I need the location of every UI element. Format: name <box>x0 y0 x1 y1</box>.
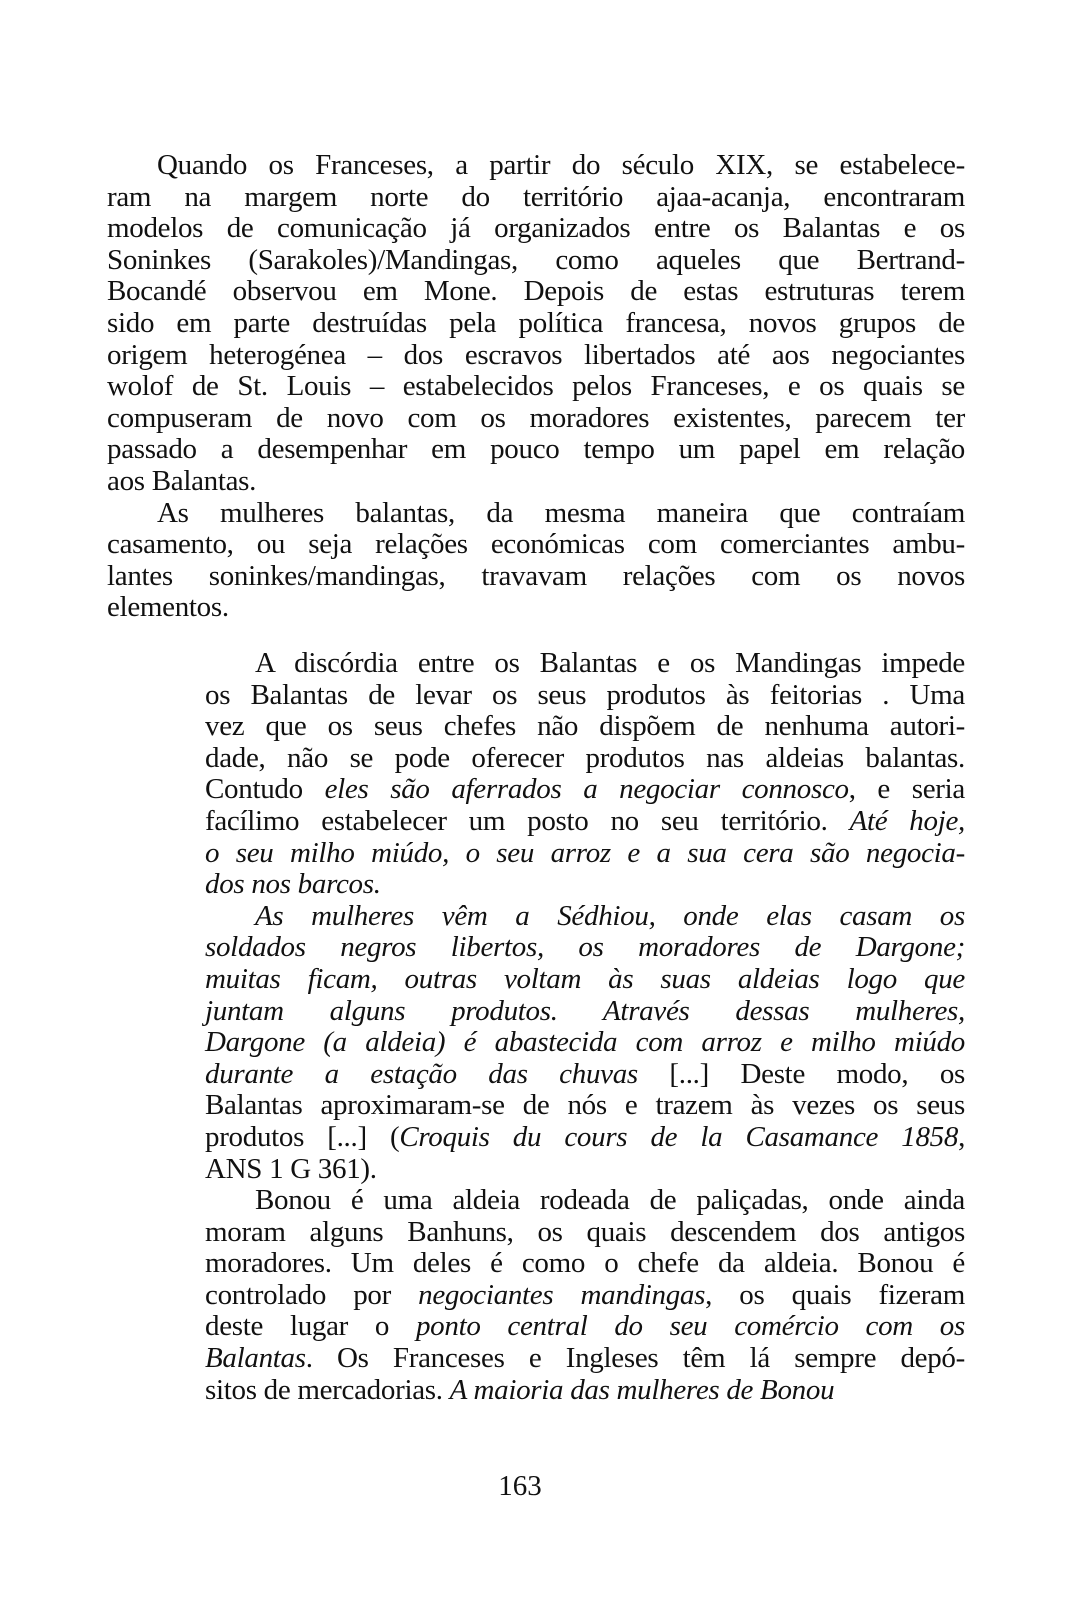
italic-run: muitas ficam, outras voltam às suas aldeias logo que <box>205 962 965 995</box>
paragraph <box>107 150 965 498</box>
text-run: passado a desempenhar em pouco tempo um papel em relação <box>107 433 965 466</box>
text-run: [...] Deste modo, os <box>637 1057 966 1090</box>
text-line <box>107 213 965 245</box>
italic-run: ponto central do seu comércio com os <box>415 1310 965 1343</box>
italic-run: Até hoje, <box>849 804 965 837</box>
text-line <box>107 529 965 561</box>
text-line <box>205 1311 965 1343</box>
italic-run: A maioria das mulheres de Bonou <box>449 1373 835 1406</box>
text-line <box>107 592 965 624</box>
text-line <box>205 1343 965 1375</box>
text-run: origem heterogénea – dos escravos libertados até aos negociantes <box>107 338 965 371</box>
text-run: , <box>958 1120 966 1153</box>
text-run: vez que os seus chefes não dispõem de nenhuma autori- <box>205 710 965 743</box>
text-run: Soninkes (Sarakoles)/Mandingas, como aqueles que Bertrand- <box>107 243 965 276</box>
text-line <box>205 774 965 806</box>
italic-run: Dargone (a aldeia) é abastecida com arroz e milho miúdo <box>205 1026 965 1059</box>
italic-run: soldados negros libertos, os moradores de Dargone; <box>205 931 965 964</box>
text-run: wolof de St. Louis – estabelecidos pelos Franceses, e os quais se <box>107 370 965 403</box>
text-line <box>107 498 965 530</box>
italic-run: As mulheres vêm a Sédhiou, onde elas casam os <box>255 899 965 932</box>
text-line <box>107 561 965 593</box>
quote-paragraph <box>205 648 965 901</box>
text-run: elementos. <box>107 591 229 624</box>
block-quotation <box>205 648 965 1406</box>
text-run: ram na margem norte do território ajaa-acanja, encontraram <box>107 180 965 213</box>
text-line <box>107 466 965 498</box>
text-run: Bonou é uma aldeia rodeada de paliçadas, onde ainda <box>255 1184 965 1217</box>
text-run: lantes soninkes/mandingas, travavam relações com os novos <box>107 559 965 592</box>
text-run: sido em parte destruídas pela política francesa, novos grupos de <box>107 306 965 339</box>
text-run: Contudo <box>205 773 325 806</box>
text-line <box>205 1217 965 1249</box>
text-line <box>205 1248 965 1280</box>
text-line <box>107 276 965 308</box>
text-line <box>205 806 965 838</box>
body-text <box>107 150 965 624</box>
quote-paragraph <box>205 901 965 1185</box>
text-line <box>205 932 965 964</box>
text-run: Quando os Franceses, a partir do século XIX, se estabelece- <box>157 149 965 181</box>
italic-run: negociantes mandingas <box>418 1278 706 1311</box>
text-line <box>205 1122 965 1154</box>
text-line <box>107 340 965 372</box>
italic-run: Croquis du cours de la Casamance 1858 <box>399 1120 959 1153</box>
italic-run: eles são aferrados a negociar connosco <box>324 773 849 806</box>
text-run: casamento, ou seja relações económicas com comerciantes ambu- <box>107 528 965 561</box>
text-run: compuseram de novo com os moradores existentes, parecem ter <box>107 401 965 434</box>
quote-paragraph <box>205 1185 965 1406</box>
italic-run: juntam alguns produtos. Através dessas mulheres, <box>205 994 965 1027</box>
text-line <box>107 403 965 435</box>
text-line <box>205 1090 965 1122</box>
text-run: moradores. Um deles é como o chefe da aldeia. Bonou é <box>205 1247 965 1280</box>
text-run: deste lugar o <box>205 1310 416 1343</box>
text-line <box>107 308 965 340</box>
text-line <box>205 964 965 996</box>
text-line <box>205 711 965 743</box>
text-run: modelos de comunicação já organizados entre os Balantas e os <box>107 212 965 245</box>
text-line <box>205 901 965 933</box>
text-run: sitos de mercadorias. <box>205 1373 450 1406</box>
text-line <box>107 150 965 182</box>
italic-run: Balantas <box>205 1342 306 1375</box>
text-run: aos Balantas. <box>107 464 257 497</box>
text-line <box>107 182 965 214</box>
text-run: produtos [...] ( <box>205 1120 400 1153</box>
text-run: Balantas aproximaram-se de nós e trazem às vezes os seus <box>205 1089 965 1122</box>
italic-run: dos nos barcos. <box>205 868 381 901</box>
text-run: dade, não se pode oferecer produtos nas aldeias balantas. <box>205 741 965 774</box>
text-line <box>107 371 965 403</box>
text-line <box>205 838 965 870</box>
text-run: controlado por <box>205 1278 419 1311</box>
text-run: A discórdia entre os Balantas e os Mandingas impede <box>255 647 965 679</box>
text-line <box>205 1154 965 1186</box>
text-run: moram alguns Banhuns, os quais descendem dos antigos <box>205 1215 965 1248</box>
text-line <box>205 680 965 712</box>
text-line <box>205 648 965 680</box>
text-run: , os quais fizeram <box>705 1278 965 1311</box>
text-line <box>205 1185 965 1217</box>
text-run: As mulheres balantas, da mesma maneira que contraíam <box>157 496 965 529</box>
text-run: facílimo estabelecer um posto no seu território. <box>205 804 850 837</box>
text-line <box>205 1059 965 1091</box>
text-line <box>205 1280 965 1312</box>
italic-run: o seu milho miúdo, o seu arroz e a sua cera são negocia- <box>205 836 965 869</box>
text-line <box>205 743 965 775</box>
text-run: os Balantas de levar os seus produtos às feitorias . Uma <box>205 678 965 711</box>
text-line <box>205 1375 965 1407</box>
paragraph <box>107 498 965 624</box>
italic-run: durante a estação das chuvas <box>205 1057 638 1090</box>
text-line <box>205 1027 965 1059</box>
text-line <box>205 869 965 901</box>
text-line <box>107 245 965 277</box>
page-number: 163 <box>498 1470 542 1502</box>
text-run: , e seria <box>848 773 965 806</box>
text-line <box>107 434 965 466</box>
text-run: Bocandé observou em Mone. Depois de estas estruturas terem <box>107 275 965 308</box>
text-run: . Os Franceses e Ingleses têm lá sempre depó- <box>305 1342 965 1375</box>
text-line <box>205 996 965 1028</box>
text-run: ANS 1 G 361). <box>205 1152 377 1185</box>
